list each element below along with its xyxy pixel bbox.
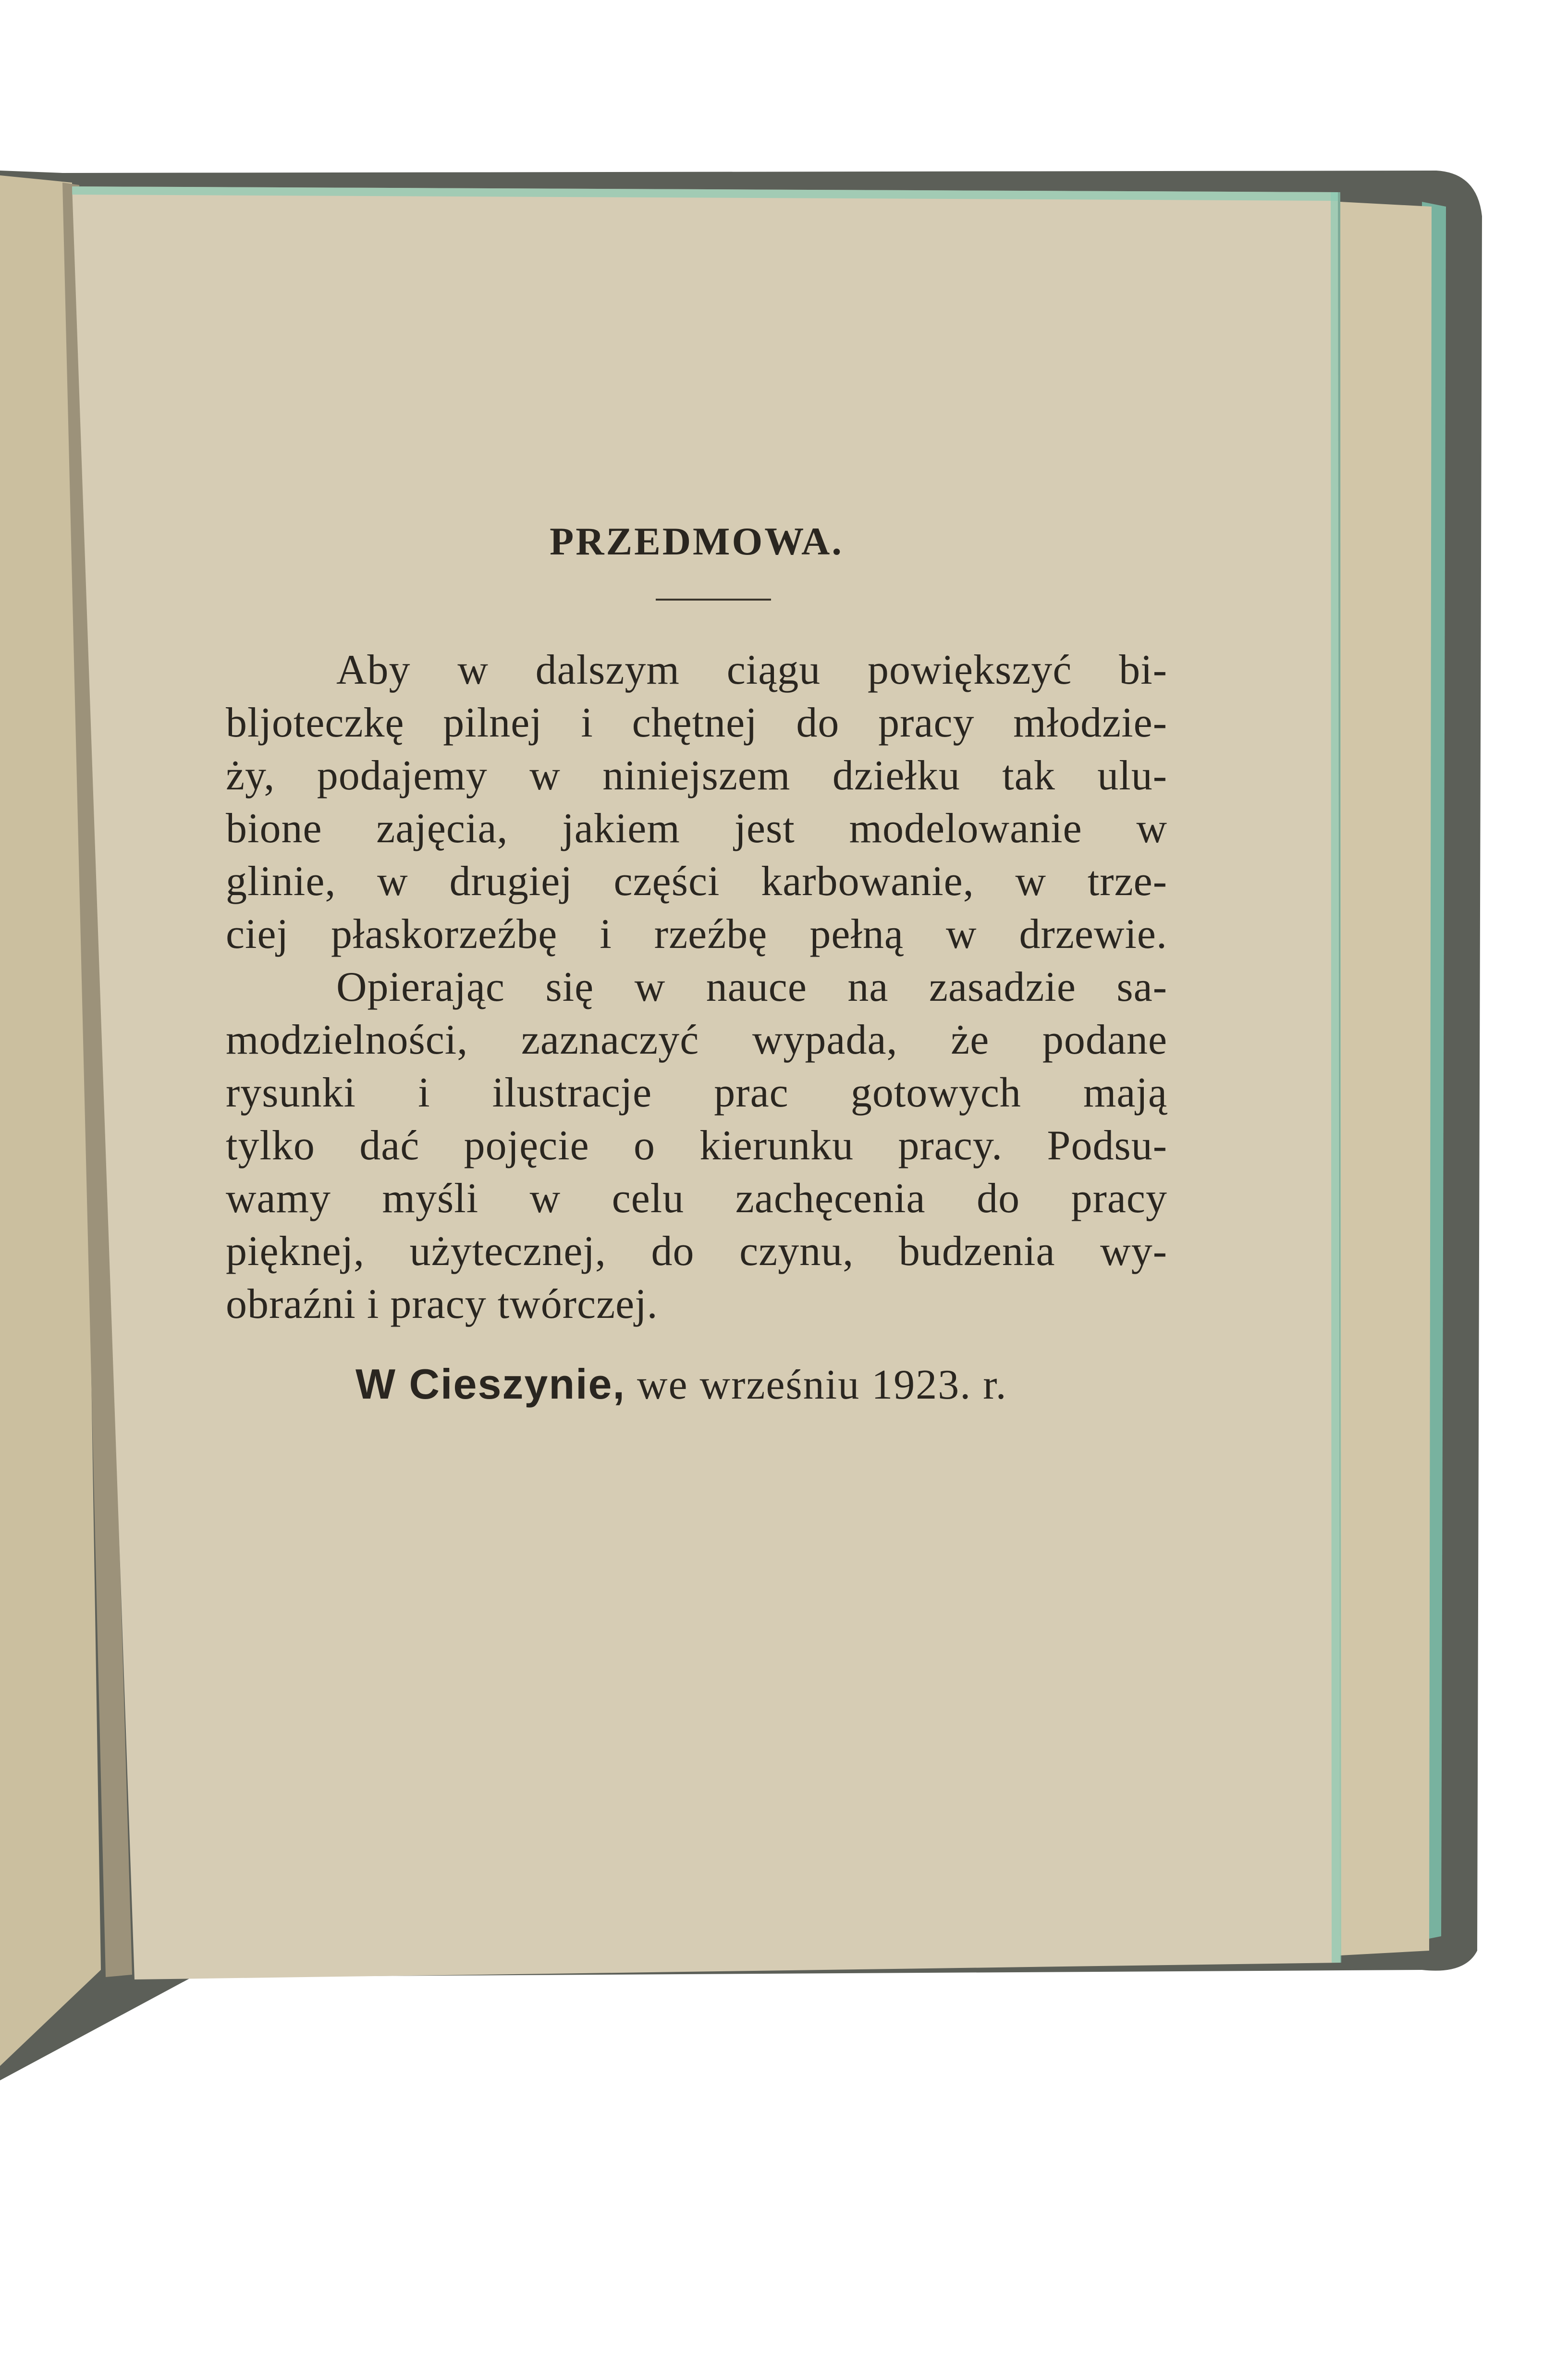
page-title: PRZEDMOWA. — [550, 519, 844, 563]
text-line: wamy myśli w celu zachęcenia do pracy — [226, 1175, 1167, 1222]
page-green-right — [1331, 192, 1341, 1963]
text-line: modzielności, zaznaczyć wypada, że podane — [226, 1017, 1167, 1063]
text-line: obraźni i pracy twórczej. — [226, 1281, 658, 1328]
signature-place: W Cieszynie, — [355, 1360, 625, 1408]
text-line: tylko dać pojęcie o kierunku pracy. Podsu- — [226, 1122, 1167, 1169]
text-line: bione zajęcia, jakiem jest modelowanie w — [226, 805, 1167, 852]
signature-date: we wrześniu 1923. r. — [637, 1362, 1007, 1408]
text-line: pięknej, użytecznej, do czynu, budzenia wy- — [226, 1228, 1167, 1275]
text-line: ży, podajemy w niniejszem dziełku tak ulu- — [226, 752, 1167, 799]
signature — [355, 1360, 1007, 1409]
text-line: rysunki i ilustracje prac gotowych mają — [226, 1069, 1167, 1116]
text-line: bljoteczkę pilnej i chętnej do pracy młodzie- — [226, 700, 1167, 746]
text-line: Aby w dalszym ciągu powiększyć bi- — [336, 647, 1167, 693]
text-line: glinie, w drugiej części karbowanie, w trze- — [226, 858, 1167, 905]
text-line: ciej płaskorzeźbę i rzeźbę pełną w drzewie. — [226, 911, 1167, 958]
text-line: Opierając się w nauce na zasadzie sa- — [336, 964, 1167, 1010]
page-stack — [1340, 202, 1432, 1955]
heading-divider — [656, 599, 771, 601]
